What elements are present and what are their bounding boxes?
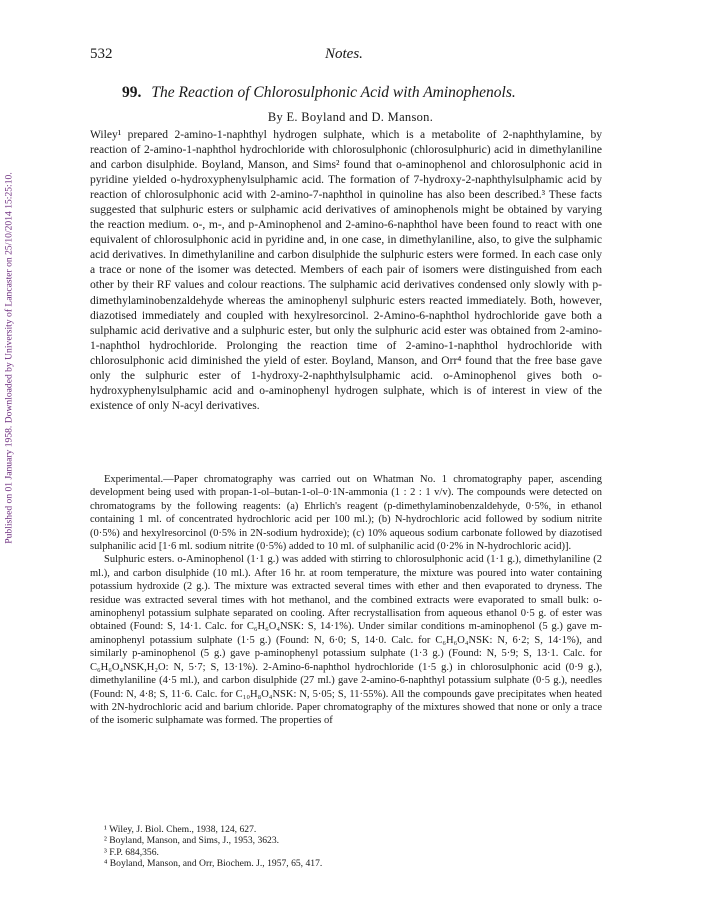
page-number: 532	[90, 46, 113, 62]
download-watermark	[2, 128, 16, 588]
experimental-section	[90, 473, 602, 728]
footnote: ¹ Wiley, J. Biol. Chem., 1938, 124, 627.	[104, 824, 257, 835]
running-head: Notes.	[325, 46, 363, 62]
experimental-paragraph: Experimental.—Paper chromatography was carried out on Whatman No. 1 chromatography paper, ascending development being used with propan-1-ol–butan-1-ol–0·1N-ammonia (1 : 2 : 1 v/v). The compounds were detected on chromatograms by the following reagents: (a) Ehrlich's reagent (p-dimethylaminobenzaldehyde, 0·5%, in ethanol containing 1 ml. of concentrated hydrochloric acid per 100 ml.); (b) N-hydrochloric acid followed by sodium nitrite (0·5%) and hexylresorcinol (0·5% in 2N-sodium hydroxide); (c) 10% aqueous sodium carbonate followed by diazotised sulphanilic acid [1·6 ml. sodium nitrite (0·5%) added to 10 ml. of sulphanilic acid (0·2% in N-hydrochloric acid)].	[90, 474, 602, 553]
article-title-text: The Reaction of Chlorosulphonic Acid with Aminophenols.	[151, 84, 516, 101]
article-title	[122, 84, 516, 102]
footnotes	[104, 824, 584, 870]
article-number: 99.	[122, 84, 142, 101]
intro-paragraph: Wiley¹ prepared 2-amino-1-naphthyl hydrogen sulphate, which is a metabolite of 2-naphthylamine, by reaction of 2-amino-1-naphthol hydrochloride with chlorosulphonic (chlorosulphuric) acid in dimethylaniline and carbon disulphide. Boyland, Manson, and Sims² found that o-aminophenol and chlorosulphonic acid in pyridine yielded o-hydroxyphenylsulphamic acid. The formation of 7-hydroxy-2-naphthylsulphamic acid by reaction of chlorosulphonic acid with 2-amino-7-naphthol in quinoline has also been described.³ These facts suggested that sulphuric esters or sulphamic acid derivatives of aminophenols might be obtained by varying the reaction medium. o-, m-, and p-Aminophenol and 2-amino-6-naphthol have been found to react with one equivalent of chlorosulphonic acid in pyridine and, in one case, in dimethylaniline, also, to give the sulphamic acid derivatives. In dimethylaniline and carbon disulphide the sulphuric esters were formed. In each case only a trace or none of the isomer was detected. Members of each pair of isomers were distinguished from each other by their RF values and colour reactions. The sulphamic acid derivatives condensed only slowly with p-dimethylaminobenzaldehyde whereas the aminophenyl sulphuric esters reacted immediately. Both, however, diazotised immediately and coupled with hexylresorcinol. 2-Amino-6-naphthol hydrochloride gave both a sulphamic acid derivative and a sulphuric ester, but only the sulphuric acid ester was obtained from 2-amino-1-naphthol hydrochloride. Prolonging the reaction time of 2-amino-1-naphthol hydrochloride with chlorosulphonic acid diminished the yield of ester. Boyland, Manson, and Orr⁴ found that the free base gave only the sulphuric ester of 1-hydroxy-2-naphthylsulphamic acid. o-Aminophenol gives both o-hydroxyphenylsulphamic acid and o-aminophenyl hydrogen sulphate, which is of interest in view of the existence of only N-acyl derivatives.	[90, 129, 602, 412]
footnote: ² Boyland, Manson, and Sims, J., 1953, 3623.	[104, 835, 280, 847]
footnote: ³ F.P. 684,356.	[104, 846, 159, 858]
experimental-paragraph: Sulphuric esters. o-Aminophenol (1·1 g.) was added with stirring to chlorosulphonic acid (1·1 g.), dimethylaniline (2 ml.), and carbon disulphide (10 ml.). After 16 hr. at room temperature, the mixture was poured into water containing potassium hydroxide (2 g.). The mixture was extracted several times with ether and then evaporated to dryness. The residue was extracted several times with hot methanol, and the combined extracts were evaporated to small bulk: o-aminophenyl potassium sulphate separated on cooling. After recrystallisation from aqueous ethanol 0·5 g. of ester was obtained (Found: S, 14·1. Calc. for C₆H₆O₄NSK: S, 14·1%). Under similar conditions m-aminophenol (5 g.) gave m-aminophenyl potassium sulphate (1·5 g.) (Found: N, 6·0; S, 14·0. Calc. for C₆H₆O₄NSK: N, 6·2; S, 14·1%), and similarly p-aminophenol (5 g.) gave p-aminophenyl potassium sulphate (1·3 g.) (Found: N, 5·9; S, 13·1. Calc. for C₆H₆O₄NSK,H₂O: N, 5·7; S, 13·1%). 2-Amino-6-naphthol hydrochloride (1·5 g.) in chlorosulphonic acid (0·9 g.), dimethylaniline (4·5 ml.), and carbon disulphide (27 ml.) gave 2-amino-6-naphthyl potassium sulphate (0·5 g.), needles (Found: N, 4·8; S, 11·6. Calc. for C₁₀H₈O₄NSK: N, 5·05; S, 11·55%). All the compounds gave precipitates when heated with 2N-hydrochloric acid and barium chloride. Paper chromatography of the mixtures showed that none or only a trace of the isomeric sulphamate was formed. The properties of	[90, 554, 602, 727]
article-authors: By E. Boyland and D. Manson.	[267, 110, 434, 124]
footnote: ⁴ Boyland, Manson, and Orr, Biochem. J., 1957, 65, 417.	[104, 858, 323, 870]
introduction	[90, 128, 602, 414]
download-watermark-text: Published on 01 January 1958. Downloaded by University of Lancaster on 25/10/2014 15:25:10.	[3, 172, 15, 544]
